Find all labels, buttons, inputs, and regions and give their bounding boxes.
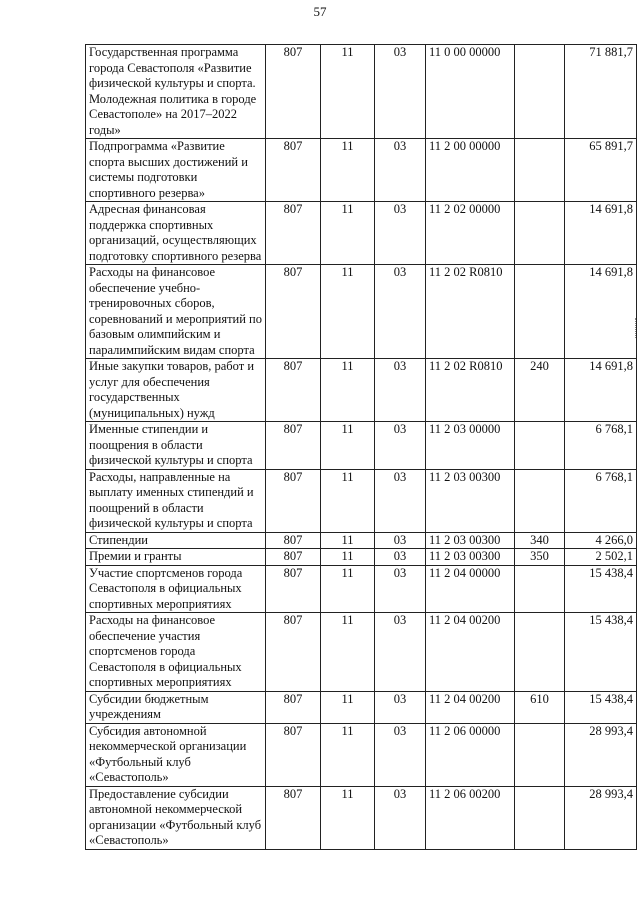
section-code-cell: 11 bbox=[321, 691, 375, 723]
section-code-cell: 11 bbox=[321, 139, 375, 202]
subsection-code-cell: 03 bbox=[375, 202, 426, 265]
expense-type-cell: 350 bbox=[515, 549, 565, 566]
expense-name-cell: Именные стипендии и поощрения в области физической культуры и спорта bbox=[86, 422, 266, 470]
section-code-cell: 11 bbox=[321, 469, 375, 532]
target-article-cell: 11 2 03 00300 bbox=[426, 549, 515, 566]
table-row bbox=[86, 265, 637, 359]
grbs-code-cell: 807 bbox=[266, 691, 321, 723]
target-article-cell: 11 2 00 00000 bbox=[426, 139, 515, 202]
amount-cell: 6 768,1 bbox=[565, 422, 637, 470]
expense-name-cell: Стипендии bbox=[86, 532, 266, 549]
subsection-code-cell: 03 bbox=[375, 549, 426, 566]
amount-cell: 15 438,4 bbox=[565, 565, 637, 613]
expense-type-cell bbox=[515, 265, 565, 359]
grbs-code-cell: 807 bbox=[266, 786, 321, 849]
amount-cell: 14 691,8 bbox=[565, 359, 637, 422]
target-article-cell: 11 2 03 00300 bbox=[426, 469, 515, 532]
amount-cell: 4 266,0 bbox=[565, 532, 637, 549]
expense-type-cell bbox=[515, 786, 565, 849]
section-code-cell: 11 bbox=[321, 202, 375, 265]
target-article-cell: 11 0 00 00000 bbox=[426, 45, 515, 139]
grbs-code-cell: 807 bbox=[266, 549, 321, 566]
amount-cell: 28 993,4 bbox=[565, 786, 637, 849]
section-code-cell: 11 bbox=[321, 532, 375, 549]
subsection-code-cell: 03 bbox=[375, 265, 426, 359]
target-article-cell: 11 2 04 00200 bbox=[426, 691, 515, 723]
amount-cell: 15 438,4 bbox=[565, 691, 637, 723]
amount-cell: 2 502,1 bbox=[565, 549, 637, 566]
expense-name-cell: Адресная финансовая поддержка спортивных организаций, осуществляющих подготовку спортивного резерва bbox=[86, 202, 266, 265]
grbs-code-cell: 807 bbox=[266, 532, 321, 549]
expense-name-cell: Государственная программа города Севастополя «Развитие физической культуры и спорта. Молодежная политика в городе Севастополе» на 2017–2022 годы» bbox=[86, 45, 266, 139]
section-code-cell: 11 bbox=[321, 45, 375, 139]
target-article-cell: 11 2 02 R0810 bbox=[426, 359, 515, 422]
margin-mark bbox=[635, 318, 637, 338]
grbs-code-cell: 807 bbox=[266, 422, 321, 470]
expense-type-cell bbox=[515, 469, 565, 532]
target-article-cell: 11 2 04 00000 bbox=[426, 565, 515, 613]
section-code-cell: 11 bbox=[321, 549, 375, 566]
section-code-cell: 11 bbox=[321, 723, 375, 786]
grbs-code-cell: 807 bbox=[266, 359, 321, 422]
expense-name-cell: Премии и гранты bbox=[86, 549, 266, 566]
amount-cell: 71 881,7 bbox=[565, 45, 637, 139]
target-article-cell: 11 2 04 00200 bbox=[426, 613, 515, 692]
section-code-cell: 11 bbox=[321, 786, 375, 849]
page-number: 57 bbox=[313, 4, 327, 19]
budget-table bbox=[85, 44, 637, 850]
table-body bbox=[86, 45, 637, 850]
table-row bbox=[86, 422, 637, 470]
amount-cell: 15 438,4 bbox=[565, 613, 637, 692]
expense-name-cell: Иные закупки товаров, работ и услуг для обеспечения государственных (муниципальных) нужд bbox=[86, 359, 266, 422]
amount-cell: 65 891,7 bbox=[565, 139, 637, 202]
expense-type-cell bbox=[515, 723, 565, 786]
subsection-code-cell: 03 bbox=[375, 565, 426, 613]
expense-name-cell: Участие спортсменов города Севастополя в официальных спортивных мероприятиях bbox=[86, 565, 266, 613]
expense-type-cell: 340 bbox=[515, 532, 565, 549]
amount-cell: 14 691,8 bbox=[565, 265, 637, 359]
expense-name-cell: Расходы на финансовое обеспечение участия спортсменов города Севастополя в официальных спортивных мероприятиях bbox=[86, 613, 266, 692]
table-row bbox=[86, 202, 637, 265]
target-article-cell: 11 2 03 00300 bbox=[426, 532, 515, 549]
expense-name-cell: Расходы на финансовое обеспечение учебно-тренировочных сборов, соревнований и мероприятий по базовым олимпийским и паралимпийским видам спорта bbox=[86, 265, 266, 359]
table-row bbox=[86, 45, 637, 139]
grbs-code-cell: 807 bbox=[266, 45, 321, 139]
subsection-code-cell: 03 bbox=[375, 786, 426, 849]
expense-type-cell: 610 bbox=[515, 691, 565, 723]
grbs-code-cell: 807 bbox=[266, 202, 321, 265]
subsection-code-cell: 03 bbox=[375, 469, 426, 532]
table-row bbox=[86, 565, 637, 613]
grbs-code-cell: 807 bbox=[266, 469, 321, 532]
amount-cell: 6 768,1 bbox=[565, 469, 637, 532]
table-row bbox=[86, 691, 637, 723]
subsection-code-cell: 03 bbox=[375, 45, 426, 139]
expense-type-cell bbox=[515, 422, 565, 470]
grbs-code-cell: 807 bbox=[266, 723, 321, 786]
subsection-code-cell: 03 bbox=[375, 532, 426, 549]
expense-name-cell: Расходы, направленные на выплату именных стипендий и поощрений в области физической культуры и спорта bbox=[86, 469, 266, 532]
table-row bbox=[86, 613, 637, 692]
grbs-code-cell: 807 bbox=[266, 139, 321, 202]
grbs-code-cell: 807 bbox=[266, 613, 321, 692]
subsection-code-cell: 03 bbox=[375, 613, 426, 692]
expense-name-cell: Субсидия автономной некоммерческой организации «Футбольный клуб «Севастополь» bbox=[86, 723, 266, 786]
table-row bbox=[86, 786, 637, 849]
expense-name-cell: Субсидии бюджетным учреждениям bbox=[86, 691, 266, 723]
grbs-code-cell: 807 bbox=[266, 565, 321, 613]
table-row bbox=[86, 723, 637, 786]
target-article-cell: 11 2 02 00000 bbox=[426, 202, 515, 265]
section-code-cell: 11 bbox=[321, 265, 375, 359]
target-article-cell: 11 2 06 00200 bbox=[426, 786, 515, 849]
section-code-cell: 11 bbox=[321, 422, 375, 470]
target-article-cell: 11 2 06 00000 bbox=[426, 723, 515, 786]
table-row bbox=[86, 139, 637, 202]
target-article-cell: 11 2 03 00000 bbox=[426, 422, 515, 470]
section-code-cell: 11 bbox=[321, 565, 375, 613]
table-row bbox=[86, 532, 637, 549]
grbs-code-cell: 807 bbox=[266, 265, 321, 359]
expense-type-cell bbox=[515, 45, 565, 139]
expense-type-cell bbox=[515, 613, 565, 692]
table-row bbox=[86, 359, 637, 422]
amount-cell: 14 691,8 bbox=[565, 202, 637, 265]
subsection-code-cell: 03 bbox=[375, 139, 426, 202]
expense-type-cell bbox=[515, 139, 565, 202]
expense-type-cell bbox=[515, 565, 565, 613]
section-code-cell: 11 bbox=[321, 359, 375, 422]
table-row bbox=[86, 469, 637, 532]
subsection-code-cell: 03 bbox=[375, 723, 426, 786]
subsection-code-cell: 03 bbox=[375, 691, 426, 723]
expense-name-cell: Предоставление субсидии автономной некоммерческой организации «Футбольный клуб «Севастополь» bbox=[86, 786, 266, 849]
expense-name-cell: Подпрограмма «Развитие спорта высших достижений и системы подготовки спортивного резерва» bbox=[86, 139, 266, 202]
expense-type-cell bbox=[515, 202, 565, 265]
subsection-code-cell: 03 bbox=[375, 422, 426, 470]
amount-cell: 28 993,4 bbox=[565, 723, 637, 786]
section-code-cell: 11 bbox=[321, 613, 375, 692]
target-article-cell: 11 2 02 R0810 bbox=[426, 265, 515, 359]
subsection-code-cell: 03 bbox=[375, 359, 426, 422]
table-row bbox=[86, 549, 637, 566]
expense-type-cell: 240 bbox=[515, 359, 565, 422]
